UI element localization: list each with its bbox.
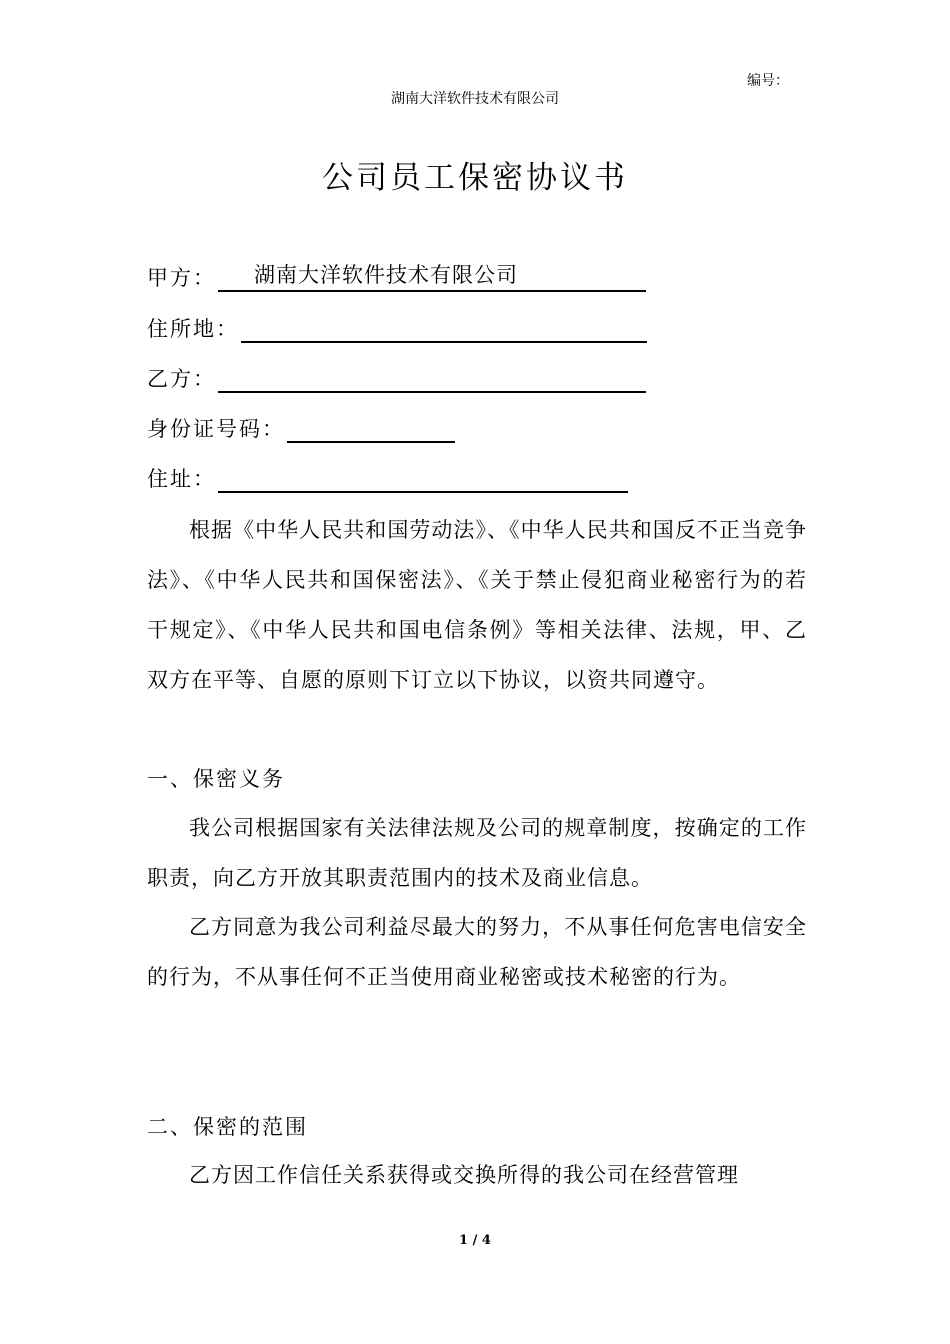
id-number-field xyxy=(147,413,455,443)
party-b-field xyxy=(147,363,646,393)
address-field xyxy=(147,313,647,343)
page-number: 1 / 4 xyxy=(459,1233,491,1248)
residence-label: 住址： xyxy=(147,467,216,491)
party-a-line xyxy=(218,264,646,292)
intro-paragraph: 根据《中华人民共和国劳动法》、《中华人民共和国反不正当竞争法》、《中华人民共和国保密法》、《关于禁止侵犯商业秘密行为的若干规定》、《中华人民共和国电信条例》等相关法律、法规，甲、乙双方在平等、自愿的原则下订立以下协议，以资共同遵守。 xyxy=(147,518,807,692)
party-a-label: 甲方： xyxy=(147,266,216,290)
residence-line xyxy=(218,465,628,493)
section-2-paragraph-1: 乙方因工作信任关系获得或交换所得的我公司在经营管理 xyxy=(189,1163,739,1187)
address-line xyxy=(241,315,647,343)
id-number-label: 身份证号码： xyxy=(147,417,285,441)
address-label: 住所地： xyxy=(147,317,239,341)
residence-field xyxy=(147,463,628,493)
section-1-paragraph-1: 我公司根据国家有关法律法规及公司的规章制度，按确定的工作职责，向乙方开放其职责范围内的技术及商业信息。 xyxy=(147,816,807,890)
party-a-field xyxy=(147,262,646,292)
party-b-line xyxy=(218,365,646,393)
party-b-label: 乙方： xyxy=(147,367,216,391)
section-2-heading: 二、保密的范围 xyxy=(147,1115,308,1139)
section-1-heading: 一、保密义务 xyxy=(147,767,285,791)
section-1-paragraph-2: 乙方同意为我公司利益尽最大的努力，不从事任何危害电信安全的行为，不从事任何不正当使用商业秘密或技术秘密的行为。 xyxy=(147,915,807,989)
document-title: 公司员工保密协议书 xyxy=(322,160,628,196)
id-number-line xyxy=(287,415,455,443)
company-header: 湖南大洋软件技术有限公司 xyxy=(391,91,559,107)
party-a-value: 湖南大洋软件技术有限公司 xyxy=(254,263,518,287)
document-number-label: 编号： xyxy=(747,73,789,89)
